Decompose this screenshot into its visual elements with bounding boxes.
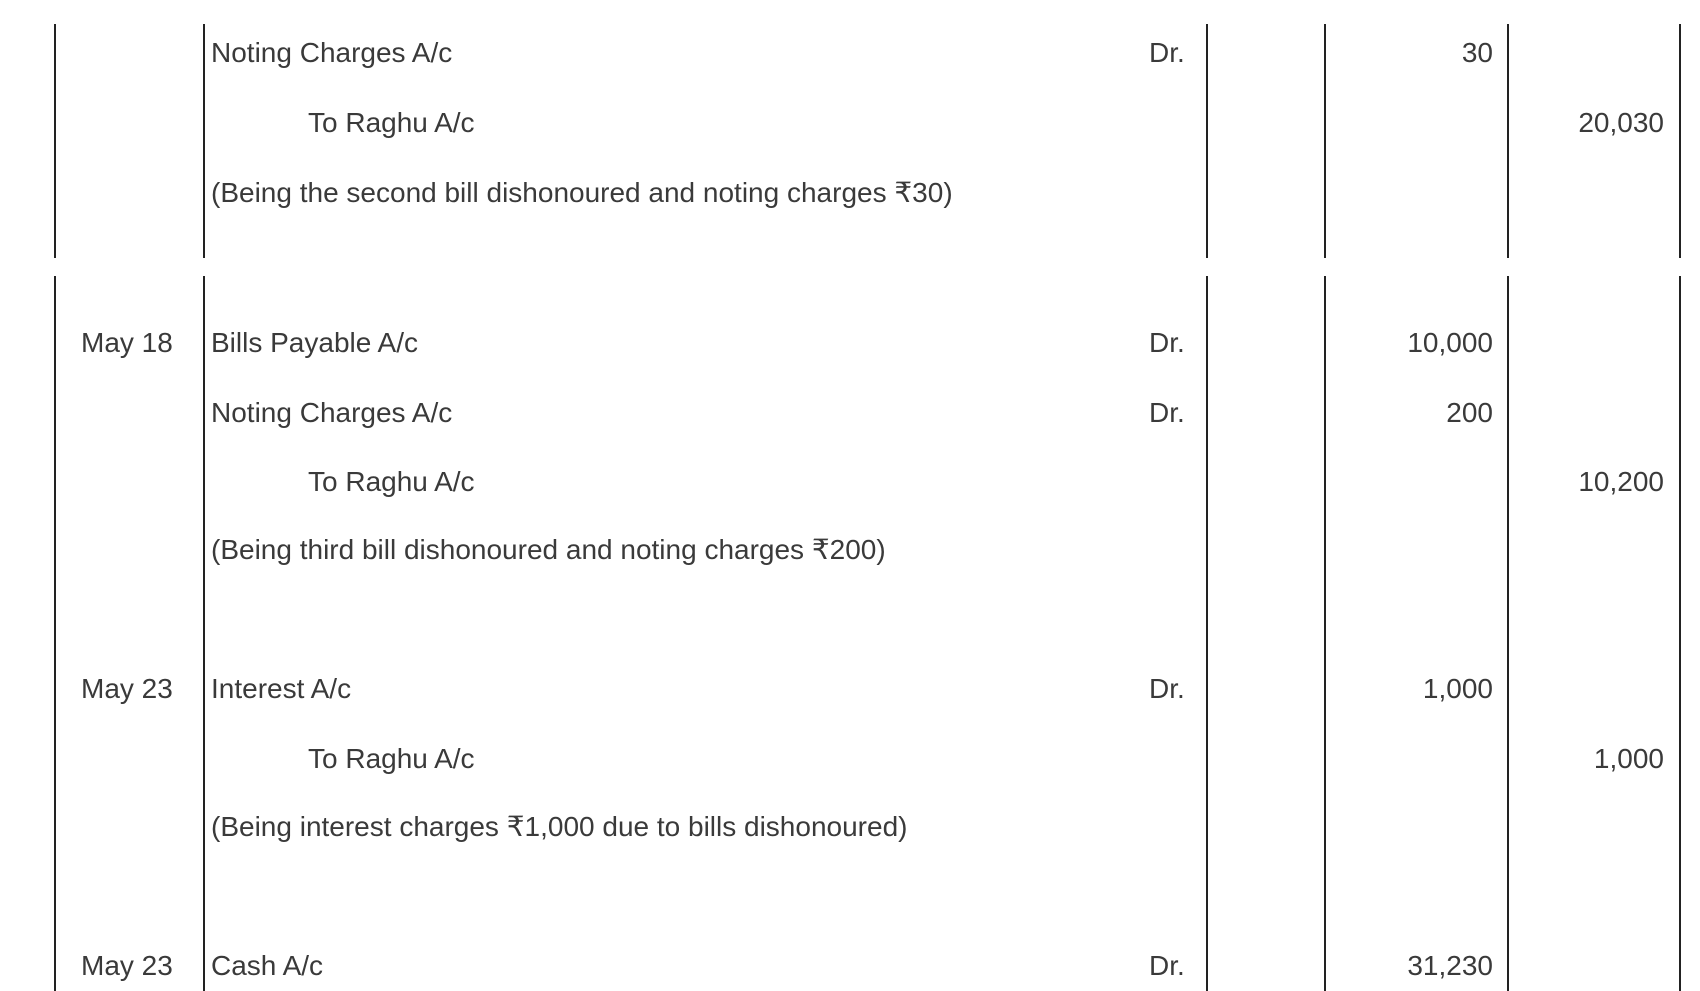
entry-date: May 23 (81, 950, 173, 981)
border-particulars (1206, 24, 1208, 258)
border-lf (1324, 24, 1326, 258)
credit-amount: 20,030 (1578, 107, 1664, 138)
entry-date: May 23 (81, 673, 173, 704)
debit-amount: 10,000 (1407, 327, 1493, 358)
account-name: To Raghu A/c (308, 743, 475, 774)
dr-marker: Dr. (1149, 397, 1185, 428)
account-name: Cash A/c (211, 950, 324, 981)
account-name: To Raghu A/c (308, 466, 475, 497)
narration: (Being the second bill dishonoured and noting charges ₹30) (211, 177, 953, 208)
dr-marker: Dr. (1149, 37, 1185, 68)
border-right (1679, 24, 1681, 258)
dr-marker: Dr. (1149, 950, 1185, 981)
account-name: Noting Charges A/c (211, 37, 453, 68)
credit-amount: 10,200 (1578, 466, 1664, 497)
border-right (1679, 276, 1681, 991)
debit-amount: 30 (1461, 37, 1493, 68)
account-name: Bills Payable A/c (211, 327, 418, 358)
entry-date: May 18 (81, 327, 173, 358)
border-particulars (1206, 276, 1208, 991)
account-name: Noting Charges A/c (211, 397, 453, 428)
border-date (203, 24, 205, 258)
dr-marker: Dr. (1149, 673, 1185, 704)
debit-amount: 31,230 (1407, 950, 1493, 981)
border-left (54, 276, 56, 991)
credit-amount: 1,000 (1593, 743, 1664, 774)
dr-marker: Dr. (1149, 327, 1185, 358)
narration: (Being interest charges ₹1,000 due to bills dishonoured) (211, 811, 908, 842)
border-lf (1324, 276, 1326, 991)
border-date (203, 276, 205, 991)
account-name: To Raghu A/c (308, 107, 475, 138)
narration: (Being third bill dishonoured and noting charges ₹200) (211, 534, 886, 565)
account-name: Interest A/c (211, 673, 352, 704)
border-debit (1507, 24, 1509, 258)
debit-amount: 200 (1446, 397, 1493, 428)
border-debit (1507, 276, 1509, 991)
debit-amount: 1,000 (1422, 673, 1493, 704)
border-left (54, 24, 56, 258)
